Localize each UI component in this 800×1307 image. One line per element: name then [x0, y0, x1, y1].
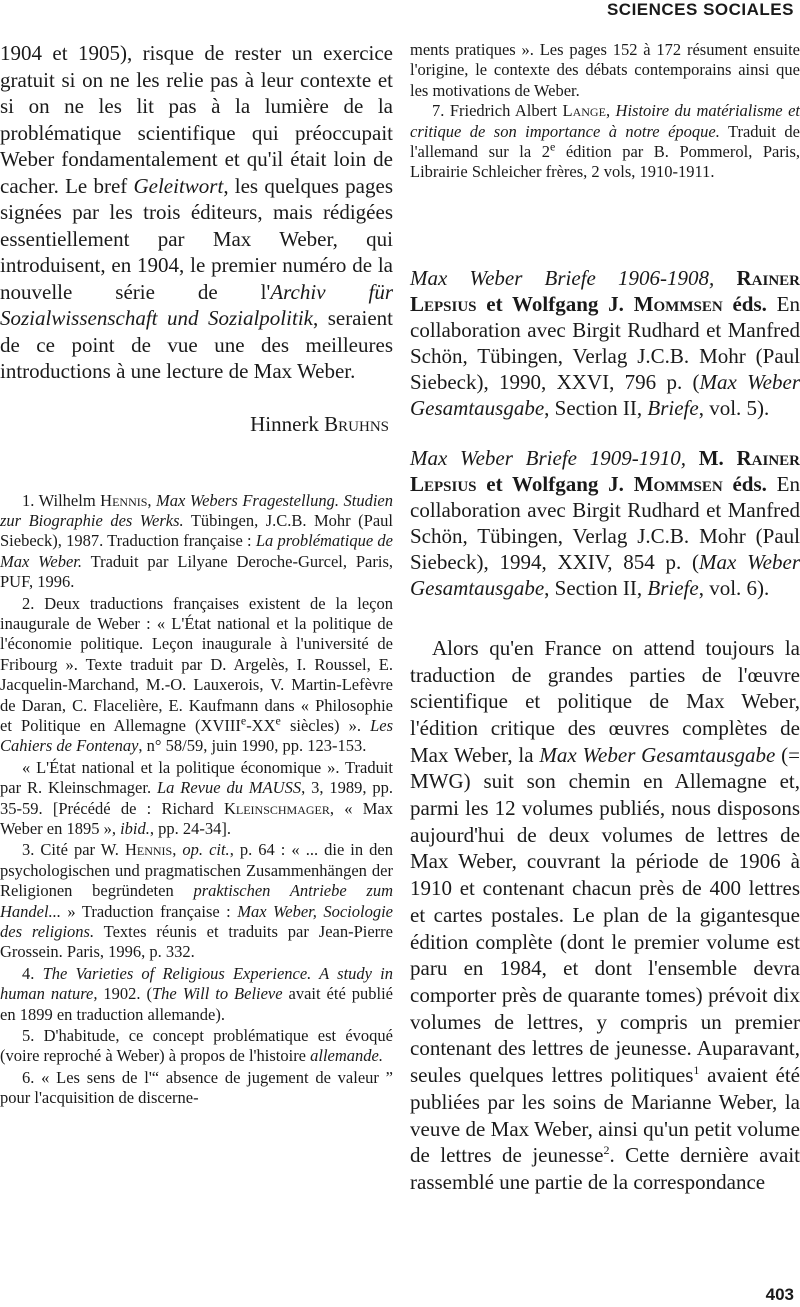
- book-review-entry-2: Max Weber Briefe 1909-1910, M. Rainer Lepsius et Wolfgang J. Mommsen éds. En collaboration avec Birgit Rudhard et Manfred Schön, Tübingen, Verlag J.C.B. Mohr (Paul Siebeck), 1994, XXIV, 854 p. (Max Weber Gesamtausgabe, Section II, Briefe, vol. 6).: [410, 445, 800, 600]
- running-header: SCIENCES SOCIALES: [606, 0, 794, 19]
- review-body-paragraph: Alors qu'en France on attend toujours la traduction de grandes parties de l'œuvre scientifique et politique de Max Weber, l'édition critique des œuvres complètes de Max Weber, la Max Weber Gesamtausgabe (= MWG) suit son chemin en Allemagne et, parmi les 12 volumes publiés, nous disposons aujourd'hui de deux volumes de lettres de Max Weber, couvrant la période de 1906 à 1910 et contenant chacun près de 400 lettres et cartes postales. Le plan de la gigantesque édition complète (dont le premier volume est paru en 1984, et dont l'ensemble devra comporter près de quarante tomes) prévoit dix volumes de lettres, y compris un premier contenant des lettres de jeunesse. Auparavant, seules quelques lettres politiques$^1$ avaient été publiées par les soins de Marianne Weber, la veuve de Max Weber, ainsi qu'un petit volume de lettres de jeunesse$^2$. Cette dernière avait rassemblé une partie de la correspondance: [410, 635, 800, 1194]
- page-number: 403: [765, 1285, 794, 1304]
- right-column: [410, 40, 800, 1196]
- book-review-entry-1: Max Weber Briefe 1906-1908, Rainer Lepsius et Wolfgang J. Mommsen éds. En collaboration avec Birgit Rudhard et Manfred Schön, Tübingen, Verlag J.C.B. Mohr (Paul Siebeck), 1990, XXVI, 796 p. (Max Weber Gesamtausgabe, Section II, Briefe, vol. 5).: [410, 265, 800, 420]
- footnote-2-continued: « L'État national et la politique économique ». Traduit par R. Kleinschmager. La Revue du MAUSS, 3, 1989, pp. 35-59. [Précédé de : Richard Kleinschmager, « Max Weber en 1895 », ibid., pp. 24-34].: [0, 757, 394, 838]
- author-signature: Hinnerk Bruhns: [250, 411, 389, 436]
- footnote-5: 5. D'habitude, ce concept problématique est évoqué (voire reproché à Weber) à propos de l'histoire allemande.: [0, 1026, 393, 1066]
- footnotes: [0, 491, 393, 1109]
- left-column: [0, 40, 393, 1110]
- footnote-4: 4. The Varieties of Religious Experience. A study in human nature, 1902. (The Will to Believe avait été publié en 1899 en traduction allemande).: [0, 963, 393, 1024]
- body-paragraph: 1904 et 1905), risque de rester un exercice gratuit si on ne les relie pas à leur contexte et si on ne les lit pas à la lumière de la problématique scientifique qui préoccupait Weber fondamentalement et qu'il était loin de cacher. Le bref Geleitwort, les quelques pages signées par les trois éditeurs, mais rédigées essentiellement par Max Weber, qui introduisent, en 1904, le premier numéro de la nouvelle série de l'Archiv für Sozialwissenschaft und Sozialpolitik, seraient de ce point de vue une des meilleures introductions à une lecture de Max Weber.: [0, 41, 394, 383]
- footnote-6: 6. « Les sens de l'“ absence de jugement de valeur ” pour l'acquisition de discerne-: [0, 1067, 393, 1108]
- footnote-1: 1. Wilhelm Hennis, Max Webers Fragestellung. Studien zur Biographie des Werks. Tübingen, J.C.B. Mohr (Paul Siebeck), 1987. Traduction française : La problématique de Max Weber. Traduit par Lilyane Deroche-Gurcel, Paris, PUF, 1996.: [0, 490, 394, 592]
- footnote-3: 3. Cité par W. Hennis, op. cit., p. 64 : « ... die in den psychologischen und pragmatischen Zusammenhängen der Religionen begründeten praktischen Antriebe zum Handel... » Traduction française : Max Weber, Sociologie des religions. Textes réunis et traduits par Jean-Pierre Grossein. Paris, 1996, p. 332.: [0, 840, 394, 962]
- footnote-7: 7. Friedrich Albert Lange, Histoire du matérialisme et critique de son importance à notre époque. Traduit de l'allemand sur la 2e édition par B. Pommerol, Paris, Librairie Schleicher frères, 2 vols, 1910-1911.: [410, 101, 800, 182]
- footnote-6-continued: ments pratiques ». Les pages 152 à 172 résument ensuite l'origine, le contexte des débats contemporains ainsi que les motivations de Weber.: [410, 40, 800, 100]
- footnote-2: 2. Deux traductions françaises existent de la leçon inaugurale de Weber : « L'État national et la politique de l'économie politique. Leçon inaugurale à l'université de Fribourg ». Texte traduit par D. Argelès, I. Roussel, E. Jacquelin-Marchand, M.-O. Lauxerois, V. Martin-Lefèvre de Daran, C. Flacelière, E. Kaufmann dans « Philosophie et Politique en Allemagne (XVIIIe-XXe siècles) ». Les Cahiers de Fontenay, n° 58/59, juin 1990, pp. 123-153.: [0, 593, 393, 756]
